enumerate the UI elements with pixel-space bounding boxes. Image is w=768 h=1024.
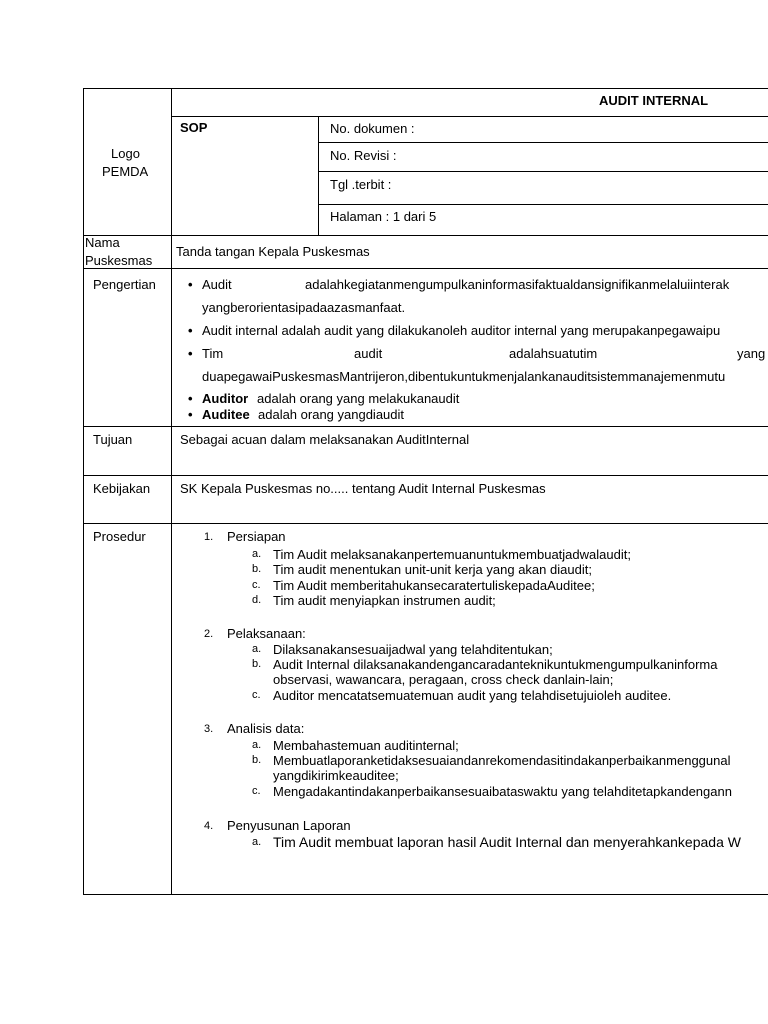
logo-line-1: Logo <box>111 146 140 161</box>
def-audit-text: adalahkegiatanmengumpulkaninformasifaktualdansignifikanmelaluiinterak <box>305 277 730 292</box>
def-tim-line-2: duapegawaiPuskesmasMantrijeron,dibentukuntukmenjalankanauditsistemmanajemenmutu <box>202 369 726 384</box>
step-marker: b. <box>252 754 262 766</box>
step-marker: c. <box>252 785 261 797</box>
def-auditee-term: Auditee <box>202 407 250 422</box>
def-audit-internal: Audit internal adalah audit yang dilakukanoleh auditor internal yang merupakanpegawaipu <box>202 323 721 338</box>
nama-value: Tanda tangan Kepala Puskesmas <box>176 244 370 259</box>
step-marker: a. <box>252 836 262 848</box>
def-tim-word: adalahsuatutim <box>509 346 598 361</box>
bullet: • <box>188 277 193 292</box>
kebijakan-label: Kebijakan <box>93 481 151 496</box>
step-3-number: 3. <box>204 723 214 735</box>
step-1-number: 1. <box>204 531 214 543</box>
pengertian-row-divider <box>83 426 768 427</box>
def-tim-word: yang <box>737 346 766 361</box>
bullet: • <box>188 407 193 422</box>
tujuan-value: Sebagai acuan dalam melaksanakan AuditInternal <box>180 432 470 447</box>
kebijakan-value: SK Kepala Puskesmas no..... tentang Audit Internal Puskesmas <box>180 481 546 496</box>
bullet: • <box>188 391 193 406</box>
step-2b-line-2: observasi, wawancara, peragaan, cross check danlain-lain; <box>273 672 614 687</box>
step-marker: b. <box>252 563 262 575</box>
step-1-title: Persiapan <box>227 529 286 544</box>
title-row-divider <box>171 116 768 117</box>
tujuan-label: Tujuan <box>93 432 133 447</box>
halaman-label: Halaman : 1 dari 5 <box>330 209 437 224</box>
def-tim-word: Tim <box>202 346 224 361</box>
step-2-title: Pelaksanaan: <box>227 626 306 641</box>
def-audit-word: Audit <box>202 277 232 292</box>
document-title: AUDIT INTERNAL <box>599 93 709 108</box>
step-1a: Tim Audit melaksanakanpertemuanuntukmembuatjadwalaudit; <box>273 547 631 562</box>
def-auditor-text: adalah orang yang melakukanaudit <box>257 391 460 406</box>
step-3a: Membahastemuan auditinternal; <box>273 738 459 753</box>
step-marker: a. <box>252 739 262 751</box>
nama-label-line-2: Puskesmas <box>85 253 153 268</box>
bullet: • <box>188 323 193 338</box>
step-marker: a. <box>252 643 262 655</box>
step-3-title: Analisis data: <box>227 721 305 736</box>
def-auditee-text: adalah orang yangdiaudit <box>258 407 405 422</box>
tgl-terbit-label: Tgl .terbit : <box>330 177 392 192</box>
revisi-row-divider <box>318 171 768 172</box>
dokumen-row-divider <box>318 142 768 143</box>
no-dokumen-label: No. dokumen : <box>330 121 415 136</box>
step-2-number: 2. <box>204 628 214 640</box>
step-2c: Auditor mencatatsemuatemuan audit yang telahdisetujuioleh auditee. <box>273 688 672 703</box>
step-marker: b. <box>252 658 262 670</box>
step-4-title: Penyusunan Laporan <box>227 818 351 833</box>
tujuan-row-divider <box>83 475 768 476</box>
sop-label: SOP <box>180 120 208 135</box>
def-auditor-term: Auditor <box>202 391 249 406</box>
step-marker: c. <box>252 579 261 591</box>
def-tim-word: audit <box>354 346 383 361</box>
step-marker: a. <box>252 548 262 560</box>
step-4-number: 4. <box>204 820 214 832</box>
step-1d: Tim audit menyiapkan instrumen audit; <box>273 593 496 608</box>
step-1c: Tim Audit memberitahukansecaratertuliskepadaAuditee; <box>273 578 595 593</box>
step-3b-line-2: yangdikirimkeauditee; <box>273 768 399 783</box>
step-marker: d. <box>252 594 262 606</box>
prosedur-label: Prosedur <box>93 529 146 544</box>
logo-line-2: PEMDA <box>102 164 149 179</box>
step-4a: Tim Audit membuat laporan hasil Audit Internal dan menyerahkankepada W <box>273 834 741 850</box>
nama-row-divider <box>83 268 768 269</box>
sop-column-divider <box>318 116 319 235</box>
step-marker: c. <box>252 689 261 701</box>
def-audit-line-2: yangberorientasipadaazasmanfaat. <box>202 300 406 315</box>
step-3b: Membuatlaporanketidaksesuaiandanrekomendasitindakanperbaikanmenggunal <box>273 753 731 768</box>
kebijakan-row-divider <box>83 523 768 524</box>
label-column-divider <box>171 88 172 894</box>
no-revisi-label: No. Revisi : <box>330 148 397 163</box>
step-2b: Audit Internal dilaksanakandengancaradanteknikuntukmengumpulkaninforma <box>273 657 718 672</box>
step-3c: Mengadakantindakanperbaikansesuaibataswaktu yang telahditetapkandengann <box>273 784 732 799</box>
terbit-row-divider <box>318 204 768 205</box>
step-1b: Tim audit menentukan unit-unit kerja yang akan diaudit; <box>273 562 592 577</box>
bullet: • <box>188 346 193 361</box>
step-2a: Dilaksanakansesuaijadwal yang telahditentukan; <box>273 642 553 657</box>
header-bottom-divider <box>83 235 768 236</box>
nama-label-line-1: Nama <box>85 235 120 250</box>
pengertian-label: Pengertian <box>93 277 156 292</box>
